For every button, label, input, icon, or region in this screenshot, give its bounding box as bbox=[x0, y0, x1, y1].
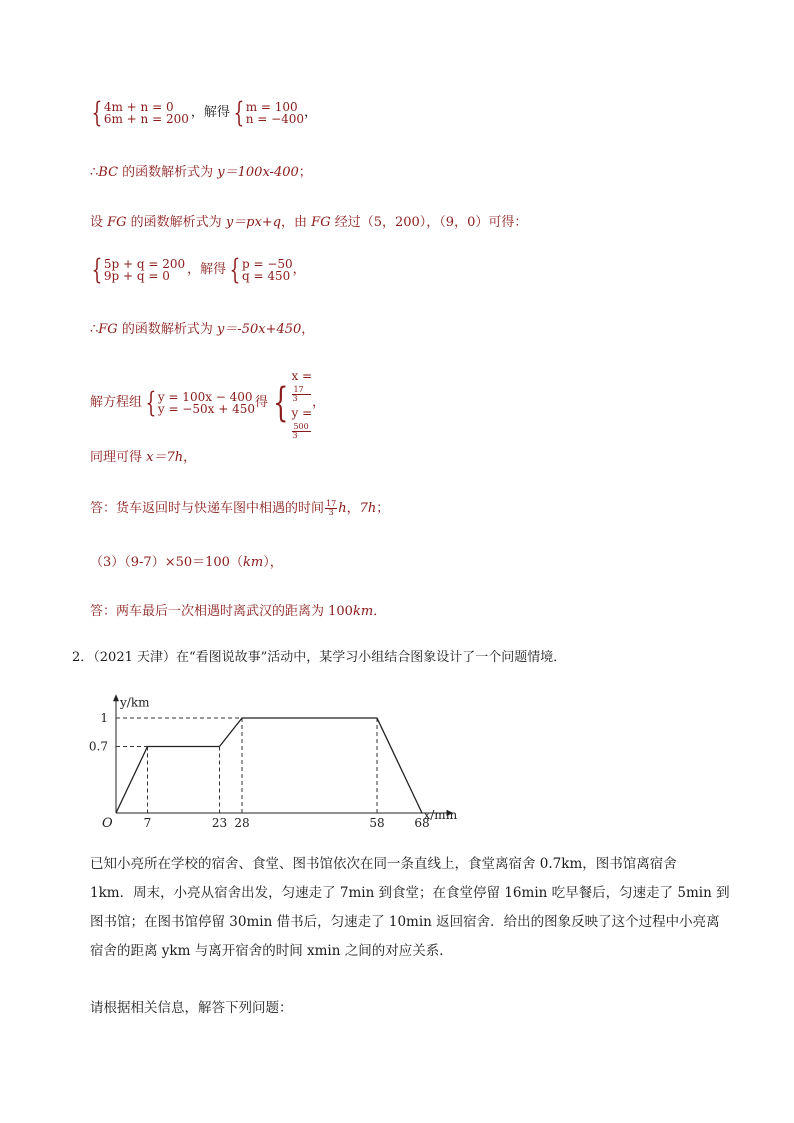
system-equations-2 bbox=[88, 253, 306, 286]
y-axis-label: y/km bbox=[120, 695, 150, 710]
origin-label: O bbox=[102, 816, 113, 830]
solution: q = 450 bbox=[241, 269, 291, 283]
punctuation: ， bbox=[312, 395, 326, 410]
x-tick-label: 28 bbox=[234, 816, 250, 830]
connector-text: 得 bbox=[255, 395, 269, 410]
question-paragraph bbox=[90, 850, 730, 966]
left-brace: { bbox=[273, 380, 289, 426]
question-prompt: 请根据相关信息，解答下列问题： bbox=[90, 1000, 293, 1016]
punctuation: ， bbox=[292, 262, 306, 277]
left-brace: { bbox=[233, 96, 245, 129]
x-tick-label: 58 bbox=[369, 816, 385, 830]
question-text: （2021 天津）在“看图说故事”活动中，某学习小组结合图象设计了一个问题情境． bbox=[93, 650, 567, 665]
equation: y = −50x + 450 bbox=[157, 402, 255, 416]
equation: y = 100x − 400 bbox=[157, 390, 253, 404]
x-axis-label: x/min bbox=[423, 808, 458, 822]
bc-function-line: ∴BC 的函数解析式为 y＝100x-400； bbox=[90, 165, 312, 180]
equation: 9p + q = 0 bbox=[103, 269, 170, 283]
equation: 5p + q = 200 bbox=[103, 257, 186, 271]
fg-function-line: ∴FG 的函数解析式为 y＝-50x+450， bbox=[90, 322, 315, 337]
solution: n = −400 bbox=[245, 112, 305, 126]
left-brace: { bbox=[145, 386, 157, 419]
system-equations-1 bbox=[88, 96, 318, 129]
answer-1: 答：货车返回时与快递车图中相遇的时间 $\frac{17}{3}$ h，7h； bbox=[90, 499, 390, 517]
part-3-line: （3）（9-7）×50＝100（km）， bbox=[90, 555, 283, 570]
distance-time-chart bbox=[0, 680, 794, 830]
x-tick-label: 23 bbox=[211, 816, 228, 830]
paragraph-line: 1km．周末，小亮从宿舍出发，匀速走了 7min 到食堂；在食堂停留 16min 吃早餐后，匀速走了 5min 到 bbox=[90, 885, 730, 901]
y-tick-label: 1 bbox=[100, 711, 108, 725]
same-reason-line: 同理可得 x＝7h， bbox=[90, 450, 197, 465]
solution: m = 100 bbox=[245, 100, 298, 114]
fg-intro-line: 设 FG 的函数解析式为 y＝px+q，由 FG 经过（5，200），（9，0）可得： bbox=[90, 215, 528, 230]
x-tick-label: 68 bbox=[414, 816, 430, 830]
paragraph-line: 已知小亮所在学校的宿舍、食堂、图书馆依次在同一条直线上，食堂离宿舍 0.7km，图书馆离宿舍 bbox=[90, 856, 677, 872]
solution: p = −50 bbox=[241, 257, 293, 271]
solution-x: x = 17 3 bbox=[291, 369, 313, 403]
left-brace: { bbox=[91, 96, 103, 129]
left-brace: { bbox=[91, 253, 103, 286]
left-brace: { bbox=[229, 253, 241, 286]
punctuation: ， bbox=[304, 105, 318, 120]
connector-text: ，解得 bbox=[190, 105, 230, 120]
connector-text: ，解得 bbox=[187, 262, 227, 277]
series-line bbox=[116, 718, 422, 813]
paragraph-line: 图书馆；在图书馆停留 30min 借书后，匀速走了 10min 返回宿舍．给出的图象反映了这个过程中小亮离 bbox=[90, 914, 720, 930]
equation: 4m + n = 0 bbox=[103, 100, 174, 114]
paragraph-line: 宿舍的距离 ykm 与离开宿舍的时间 xmin 之间的对应关系． bbox=[90, 943, 453, 959]
x-tick-label: 7 bbox=[143, 816, 152, 830]
question-stem bbox=[72, 650, 566, 666]
y-axis-arrow bbox=[113, 694, 119, 701]
answer-2: 答：两车最后一次相遇时离武汉的距离为 100km． bbox=[90, 604, 387, 619]
prefix-text: 解方程组 bbox=[90, 395, 143, 410]
y-tick-label: 0.7 bbox=[88, 739, 108, 754]
question-number: 2． bbox=[72, 650, 94, 665]
solution-y: y = 500 3 bbox=[291, 406, 313, 440]
system-equations-3 bbox=[90, 366, 325, 440]
equation: 6m + n = 200 bbox=[103, 112, 189, 126]
